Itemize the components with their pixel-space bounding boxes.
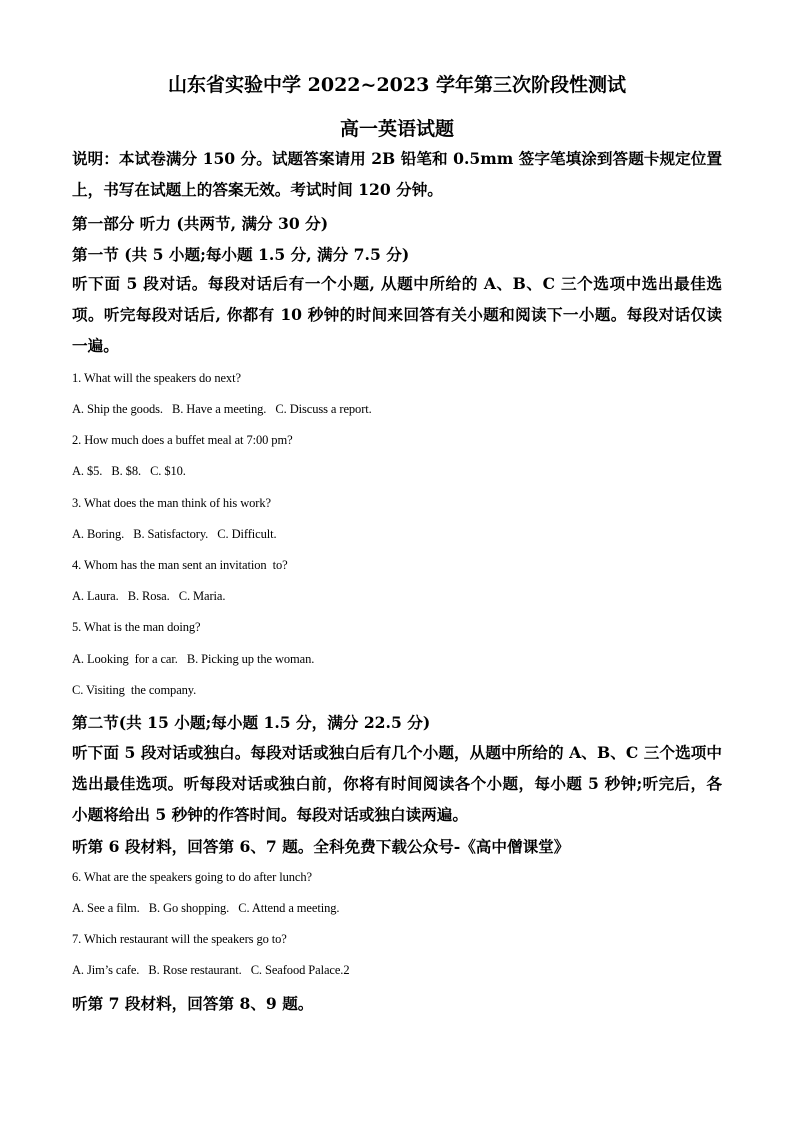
- material-6-heading: 听第 6 段材料，回答第 6、7 题。全科免费下载公众号-《高中僧课堂》: [72, 837, 570, 856]
- exam-subtitle: 高一英语试题: [339, 118, 454, 140]
- section2-heading: 第二节(共 15 小题;每小题 1.5 分，满分 22.5 分): [72, 713, 431, 732]
- question-5-stem: 5. What is the man doing?: [72, 620, 201, 634]
- question-5-options-line2: C. Visiting the company.: [72, 683, 197, 697]
- question-2-options: A. $5. B. $8. C. $10.: [72, 464, 186, 478]
- question-6-options: A. See a film. B. Go shopping. C. Attend a meeting.: [72, 901, 340, 915]
- question-1-stem: 1. What will the speakers do next?: [72, 371, 241, 385]
- question-7-options: A. Jim’s cafe. B. Rose restaurant. C. Seafood Palace.2: [72, 963, 350, 977]
- question-4-options: A. Laura. B. Rosa. C. Maria.: [72, 589, 226, 603]
- question-6-stem: 6. What are the speakers going to do after lunch?: [72, 870, 312, 884]
- section1-heading: 第一节 (共 5 小题;每小题 1.5 分, 满分 7.5 分): [72, 245, 410, 264]
- question-2-stem: 2. How much does a buffet meal at 7:00 pm?: [72, 433, 293, 447]
- question-4-stem: 4. Whom has the man sent an invitation to?: [72, 558, 288, 572]
- question-7-stem: 7. Which restaurant will the speakers go to?: [72, 932, 287, 946]
- exam-title: 山东省实验中学 2022~2023 学年第三次阶段性测试: [168, 74, 626, 96]
- exam-instructions: 说明：本试卷满分 150 分。试题答案请用 2B 铅笔和 0.5mm 签字笔填涂到答题卡规定位置上，书写在试题上的答案无效。考试时间 120 分钟。: [72, 149, 722, 199]
- question-5-options-line1: A. Looking for a car. B. Picking up the woman.: [72, 652, 315, 666]
- section1-directions: 听下面 5 段对话。每段对话后有一个小题, 从题中所给的 A、B、C 三个选项中选出最佳选项。听完每段对话后, 你都有 10 秒钟的时间来回答有关小题和阅读下一小题。每段对话仅读一遍。: [72, 274, 722, 355]
- section2-directions: 听下面 5 段对话或独白。每段对话或独白后有几个小题，从题中所给的 A、B、C 三个选项中选出最佳选项。听每段对话或独白前，你将有时间阅读各个小题，每小题 5 秒钟;听完后，各小题将给出 5 秒钟的作答时间。每段对话或独白读两遍。: [72, 743, 722, 824]
- question-1-options: A. Ship the goods. B. Have a meeting. C. Discuss a report.: [72, 402, 372, 416]
- question-3-options: A. Boring. B. Satisfactory. C. Difficult.: [72, 527, 277, 541]
- part1-heading: 第一部分 听力 (共两节, 满分 30 分): [72, 214, 329, 233]
- question-3-stem: 3. What does the man think of his work?: [72, 496, 271, 510]
- material-7-heading: 听第 7 段材料，回答第 8、9 题。: [72, 994, 314, 1013]
